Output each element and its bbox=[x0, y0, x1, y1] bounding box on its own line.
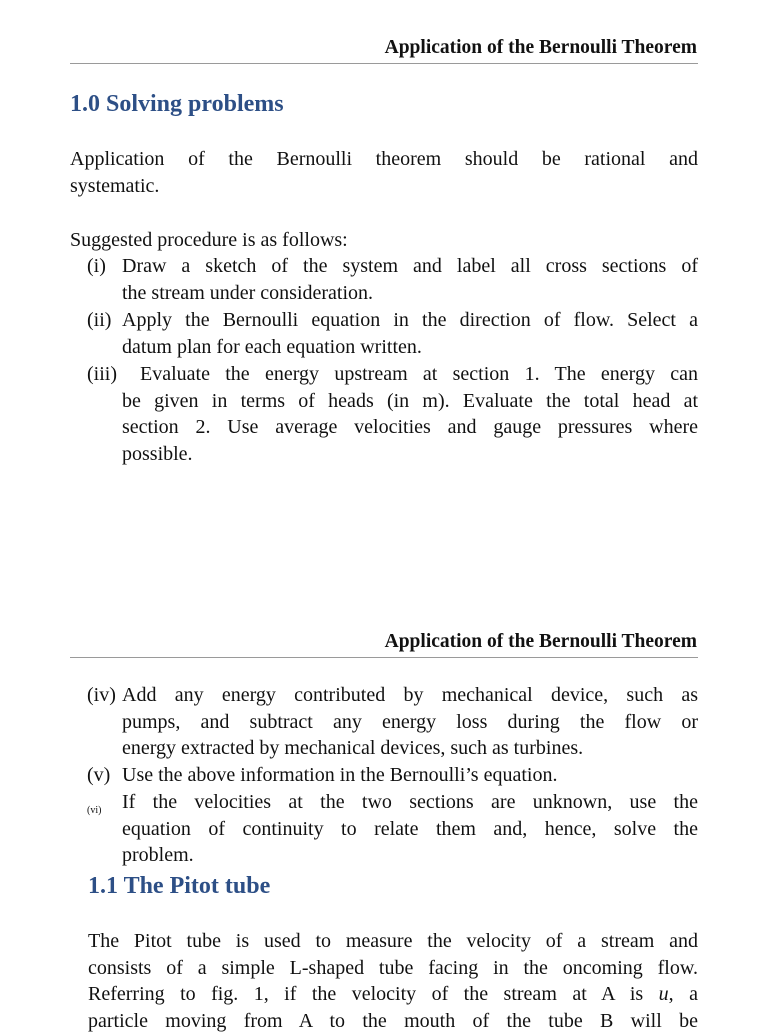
page-header: Application of the Bernoulli Theorem bbox=[384, 631, 697, 652]
list-item bbox=[87, 762, 698, 789]
list-text: datum plan for each equation written. bbox=[122, 335, 422, 358]
list-number: (v) bbox=[87, 764, 111, 786]
intro-paragraph bbox=[70, 146, 698, 199]
velocity-variable: u bbox=[658, 983, 669, 1006]
list-item bbox=[87, 253, 698, 306]
section-heading: 1.1 The Pitot tube bbox=[88, 873, 271, 899]
intro-line: systematic. bbox=[70, 174, 160, 197]
list-text: possible. bbox=[122, 443, 193, 466]
list-item bbox=[87, 682, 698, 762]
intro-line: Application of the Bernoulli theorem should be rational and bbox=[70, 148, 698, 170]
list-number: (ii) bbox=[87, 309, 112, 331]
para-line bbox=[88, 981, 698, 1008]
para-line: The Pitot tube is used to measure the velocity of a stream and bbox=[88, 930, 698, 952]
para-line: consists of a simple L-shaped tube facing in the oncoming flow. bbox=[88, 956, 698, 979]
procedure-lead: Suggested procedure is as follows: bbox=[70, 229, 348, 251]
list-number: (vi) bbox=[87, 805, 102, 816]
header-rule bbox=[70, 657, 698, 658]
list-text: Use the above information in the Bernoulli’s equation. bbox=[122, 764, 558, 786]
list-text: Draw a sketch of the system and label all cross sections of bbox=[122, 255, 698, 277]
list-text: section 2. Use average velocities and gauge pressures where bbox=[122, 416, 698, 439]
list-item bbox=[87, 307, 698, 360]
list-text: be given in terms of heads (in m). Evaluate the total head at bbox=[122, 389, 698, 412]
list-text: problem. bbox=[122, 844, 194, 867]
list-text: Add any energy contributed by mechanical device, such as bbox=[122, 684, 698, 706]
list-text: Apply the Bernoulli equation in the direction of flow. Select a bbox=[122, 309, 698, 331]
page-header: Application of the Bernoulli Theorem bbox=[384, 37, 697, 58]
section-heading: 1.0 Solving problems bbox=[70, 91, 284, 117]
list-text: Evaluate the energy upstream at section 1. The energy can bbox=[140, 363, 698, 385]
para-text: Referring to fig. 1, if the velocity of the stream at A is bbox=[88, 983, 659, 1006]
para-line: particle moving from A to the mouth of the tube B will be bbox=[88, 1010, 698, 1033]
pitot-paragraph bbox=[88, 928, 698, 1035]
para-text: , a bbox=[668, 983, 698, 1006]
list-item bbox=[87, 361, 698, 468]
list-text: pumps, and subtract any energy loss during the flow or bbox=[122, 710, 698, 733]
list-text: equation of continuity to relate them and, hence, solve the bbox=[122, 817, 698, 840]
list-number: (iii) bbox=[87, 363, 117, 385]
header-rule bbox=[70, 63, 698, 64]
list-text: the stream under consideration. bbox=[122, 281, 374, 304]
list-number: (iv) bbox=[87, 684, 116, 706]
list-text: energy extracted by mechanical devices, such as turbines. bbox=[122, 737, 584, 760]
list-text: If the velocities at the two sections are unknown, use the bbox=[122, 791, 698, 813]
list-item bbox=[87, 789, 698, 869]
list-number: (i) bbox=[87, 255, 106, 277]
